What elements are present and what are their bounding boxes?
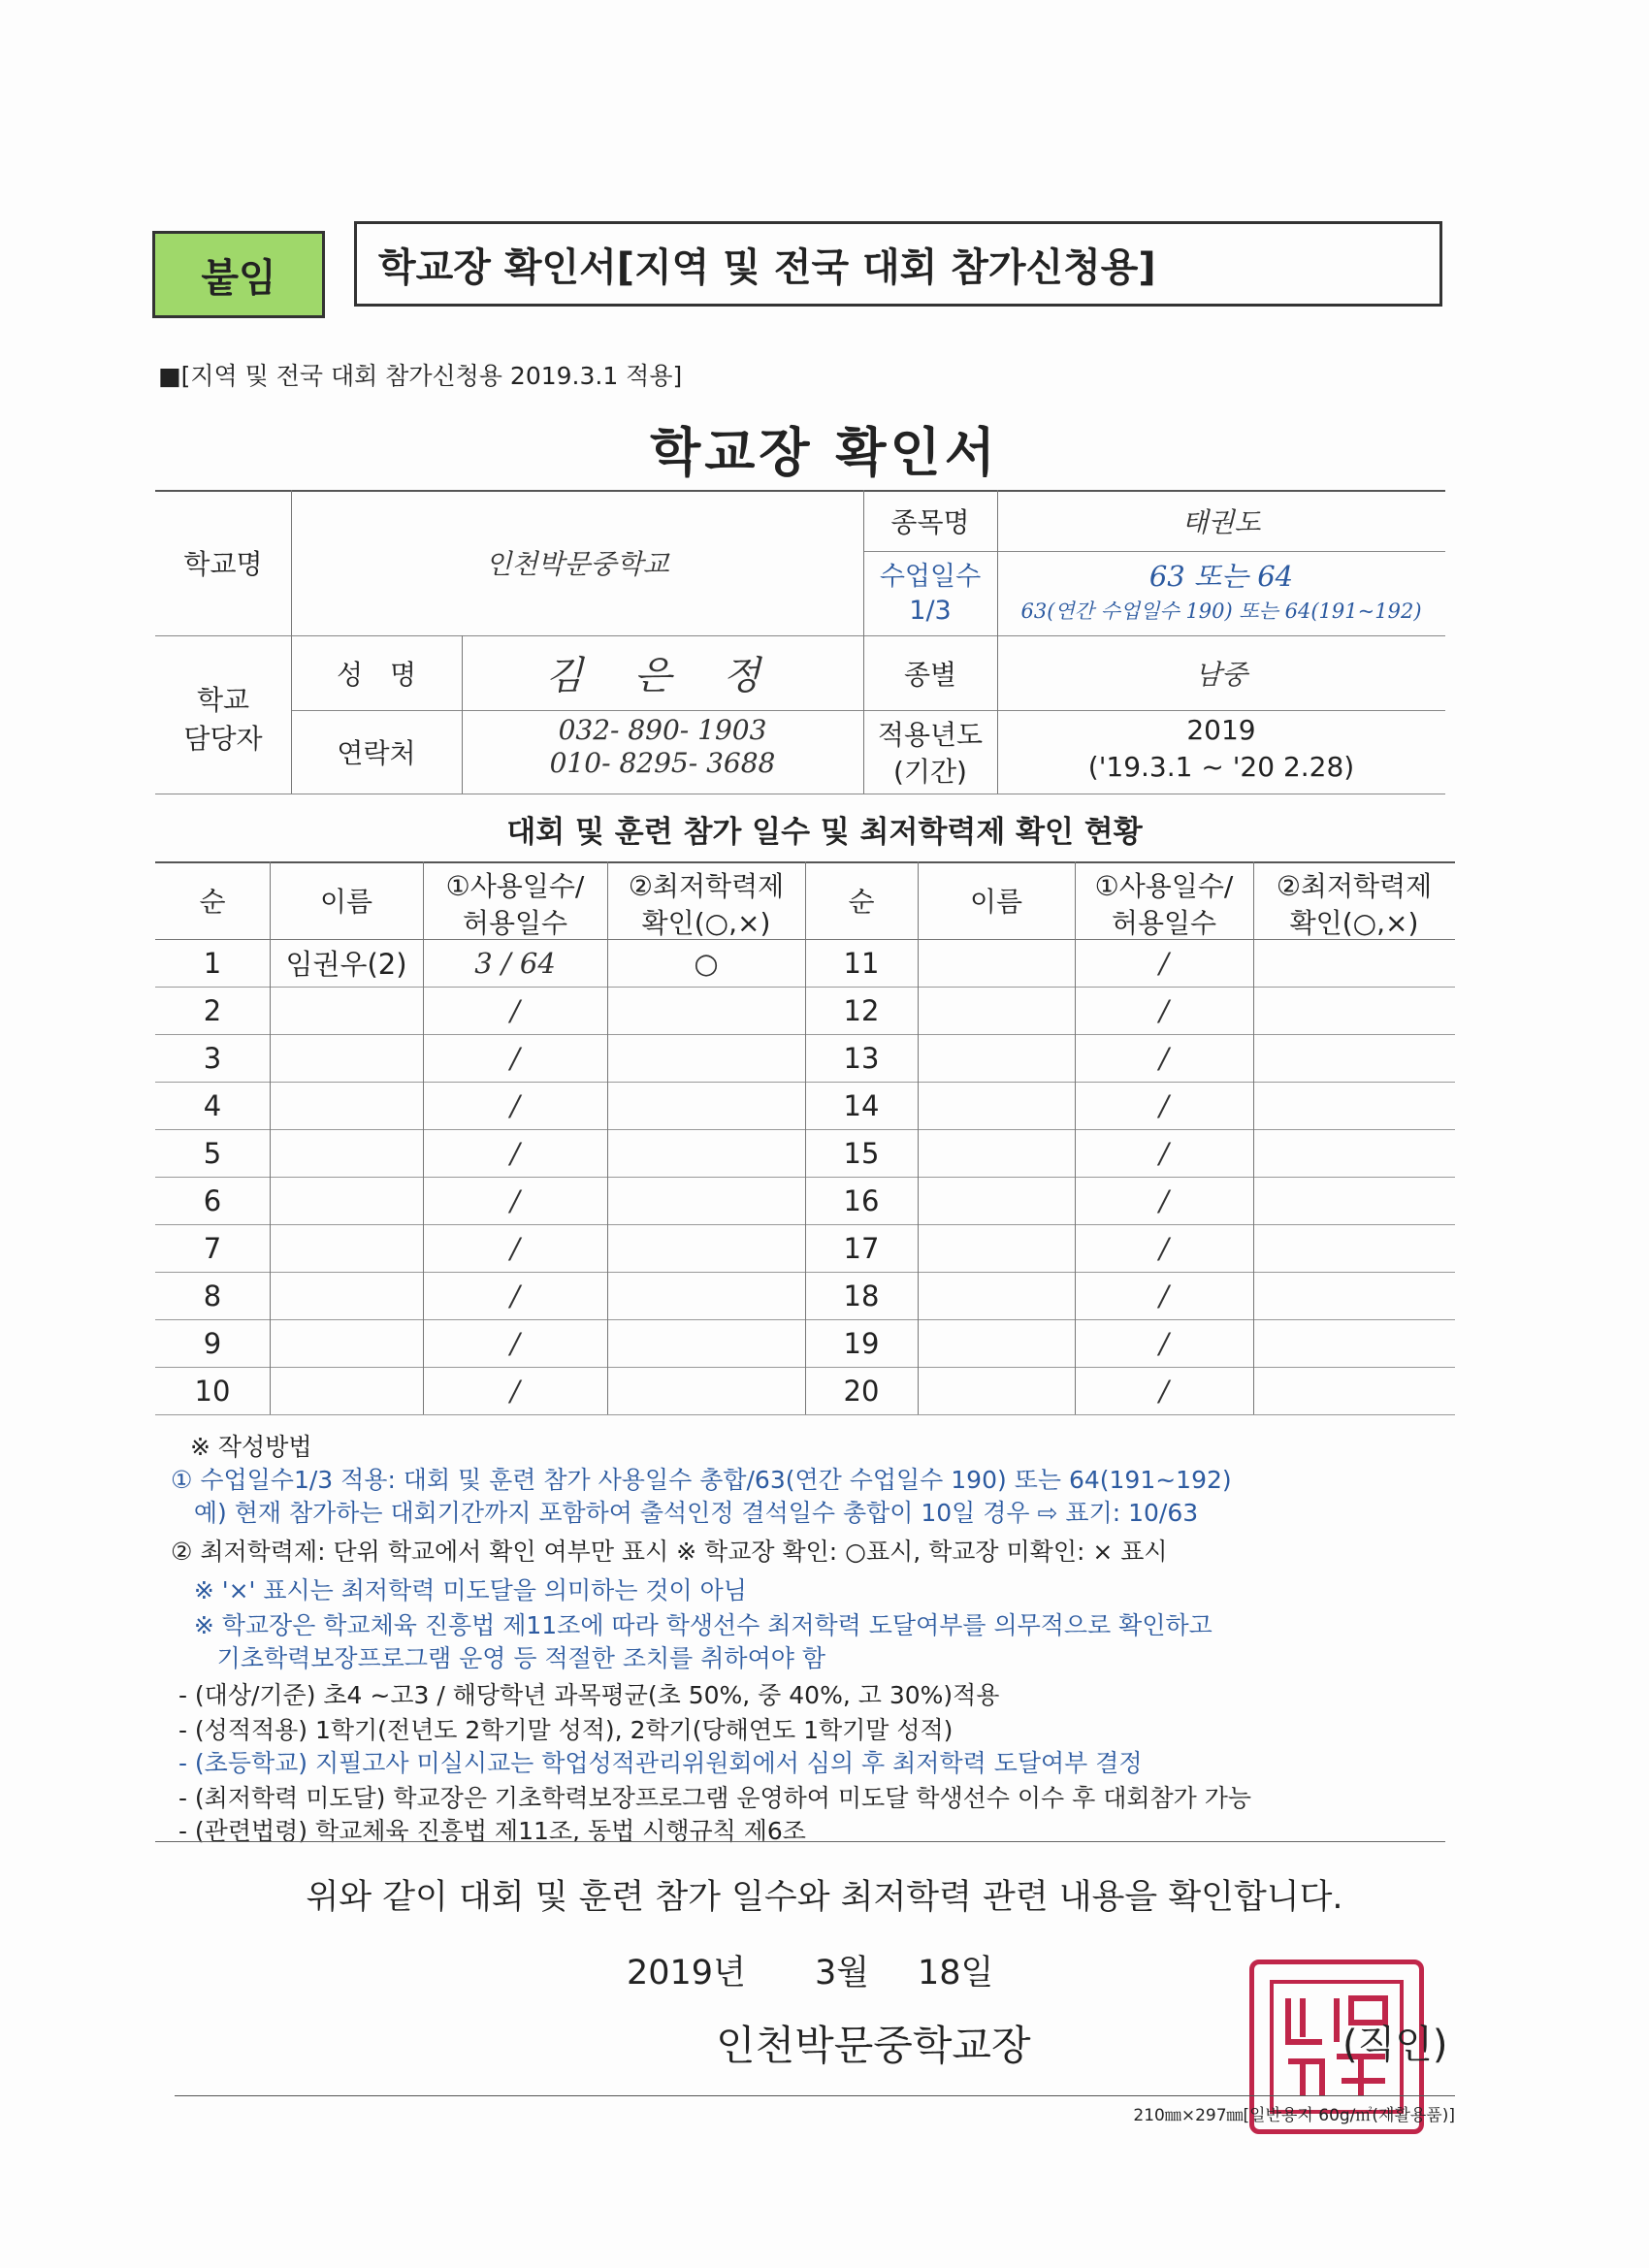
header-used_1-left: ①사용일수/	[445, 870, 585, 902]
table-cell-no: 8	[203, 1279, 222, 1312]
header-used_1-right: ①사용일수/	[1094, 870, 1234, 902]
table-cell-no: 2	[203, 993, 222, 1027]
contact-phone-1: 032- 890- 1903	[558, 714, 767, 746]
table-cell-check	[1253, 1272, 1455, 1319]
table-cell-no: 18	[843, 1279, 880, 1312]
table-cell-no: 5	[203, 1136, 222, 1170]
table-cell-check	[607, 1224, 805, 1272]
table-cell-no: 11	[843, 946, 880, 980]
table-cell-check	[1253, 1367, 1455, 1414]
table-cell-name	[270, 1272, 423, 1319]
document-title: 학교장 확인서	[650, 422, 999, 483]
application-note: ■[지역 및 전국 대회 참가신청용 2019.3.1 적용]	[158, 362, 683, 390]
year-value: 2019	[1186, 714, 1256, 746]
date-day: 18일	[918, 1954, 994, 1993]
method-line: ① 수업일수1/3 적용: 대회 및 훈련 참가 사용일수 총합/63(연간 수업일수 190) 또는 64(191~192)	[171, 1466, 1232, 1494]
method-line: - (대상/기준) 초4 ~고3 / 해당학년 과목평균(초 50%, 중 40%, 고 30%)적용	[171, 1681, 1000, 1709]
table-cell-check	[1253, 939, 1455, 987]
table-cell-name	[270, 1224, 423, 1272]
table-cell-check	[607, 1129, 805, 1177]
table-cell-no: 14	[843, 1088, 880, 1122]
table-cell-name	[270, 1129, 423, 1177]
table-cell-no: 19	[843, 1326, 880, 1360]
table-cell-check	[607, 1319, 805, 1367]
table-cell-used: /	[510, 1088, 520, 1122]
method-line: ② 최저학력제: 단위 학교에서 확인 여부만 표시 ※ 학교장 확인: ○표시, 학교장 미확인: × 표시	[171, 1538, 1168, 1566]
table-cell-name	[918, 1367, 1075, 1414]
year-period-value: ('19.3.1 ~ '20 2.28)	[1087, 751, 1355, 783]
table-cell-no: 3	[203, 1041, 222, 1075]
year-label: 적용년도	[877, 719, 984, 751]
table-cell-used: /	[510, 1279, 520, 1312]
principal-signature-line: 인천박문중학교장	[716, 2022, 1031, 2069]
table-cell-used: /	[1159, 1326, 1169, 1360]
table-cell-used: /	[510, 1231, 520, 1265]
event-label: 종목명	[890, 505, 970, 538]
footer-rule	[175, 2095, 1455, 2096]
table-cell-used: /	[1159, 1136, 1169, 1170]
school-days-label: 수업일수	[879, 562, 982, 592]
gender-value: 남중	[1194, 658, 1248, 691]
header-no-left: 순	[199, 886, 226, 918]
table-cell-name	[918, 987, 1075, 1034]
table-cell-check	[607, 1177, 805, 1224]
header-no-right: 순	[848, 886, 875, 918]
info-rule	[291, 710, 1445, 711]
method-heading: ※ 작성방법	[190, 1433, 312, 1461]
staff-label-line2: 담당자	[183, 723, 263, 755]
table-cell-used: /	[1159, 1183, 1169, 1217]
method-line: 기초학력보장프로그램 운영 등 적절한 조치를 취하여야 함	[171, 1644, 825, 1672]
table-cell-no: 12	[843, 993, 880, 1027]
table-cell-no: 4	[203, 1088, 222, 1122]
school-days-value: 63 또는 64	[1148, 560, 1294, 593]
table-cell-used: 3 / 64	[474, 946, 556, 980]
table-cell-no: 17	[843, 1231, 880, 1265]
table-cell-used: /	[510, 1374, 520, 1408]
table-cell-check	[607, 1034, 805, 1082]
paper-spec-note: 210㎜×297㎜[일반용지 60g/㎡(재활용품)]	[1133, 2106, 1455, 2125]
table-cell-used: /	[1159, 993, 1169, 1027]
table-cell-no: 13	[843, 1041, 880, 1075]
method-line: ※ 학교장은 학교체육 진흥법 제11조에 따라 학생선수 최저학력 도달여부를 의무적으로 확인하고	[171, 1611, 1212, 1639]
year-label-period: (기간)	[893, 756, 967, 788]
table-cell-name	[270, 1082, 423, 1129]
header-name-left: 이름	[319, 886, 373, 918]
school-days-ratio: 1/3	[909, 596, 952, 626]
table-cell-check	[1253, 1034, 1455, 1082]
table-cell-no: 7	[203, 1231, 222, 1265]
table-cell-no: 10	[194, 1374, 231, 1408]
header-used_2-left: 허용일수	[462, 907, 568, 939]
table-cell-used: /	[1159, 1231, 1169, 1265]
method-line: - (최저학력 미도달) 학교장은 기초학력보장프로그램 운영하여 미도달 학생선수 이수 후 대회참가 가능	[171, 1784, 1252, 1812]
header-used_2-right: 허용일수	[1111, 907, 1217, 939]
table-cell-check	[607, 1367, 805, 1414]
table-cell-name	[918, 939, 1075, 987]
table-cell-name	[270, 1177, 423, 1224]
table-cell-used: /	[1159, 1374, 1169, 1408]
seal-label: (직인)	[1342, 2023, 1448, 2067]
header-check_1-right: ②최저학력제	[1276, 870, 1433, 902]
table-cell-name	[270, 987, 423, 1034]
name-value: 김 은 정	[545, 654, 780, 698]
table-cell-used: /	[510, 1041, 520, 1075]
method-line: - (관련법령) 학교체육 진흥법 제11조, 동법 시행규칙 제6조	[171, 1817, 806, 1845]
table-cell-no: 15	[843, 1136, 880, 1170]
attachment-tag: 붙임	[152, 231, 325, 318]
table-cell-no: 16	[843, 1183, 880, 1217]
date-month: 3월	[815, 1954, 870, 1993]
table-cell-name	[918, 1272, 1075, 1319]
section-title: 대회 및 훈련 참가 일수 및 최저학력제 확인 현황	[506, 815, 1143, 850]
header-check_2-right: 확인(○,×)	[1289, 907, 1419, 939]
header-check_2-left: 확인(○,×)	[641, 907, 771, 939]
method-line: ※ '×' 표시는 최저학력 미도달을 의미하는 것이 아님	[171, 1576, 747, 1604]
header-check_1-left: ②최저학력제	[628, 870, 785, 902]
header-name-right: 이름	[969, 886, 1023, 918]
header-title: 학교장 확인서[지역 및 전국 대회 참가신청용]	[354, 221, 1442, 307]
table-cell-check: ○	[694, 946, 719, 980]
table-cell-name	[270, 1367, 423, 1414]
table-cell-used: /	[1159, 1279, 1169, 1312]
table-cell-name	[270, 1319, 423, 1367]
table-cell-name: 임권우(2)	[285, 948, 407, 981]
date-year: 2019년	[627, 1954, 746, 1993]
table-cell-name	[918, 1034, 1075, 1082]
table-cell-used: /	[1159, 1088, 1169, 1122]
table-cell-check	[1253, 1129, 1455, 1177]
table-cell-check	[1253, 1319, 1455, 1367]
table-cell-check	[1253, 987, 1455, 1034]
table-cell-used: /	[510, 1326, 520, 1360]
table-cell-used: /	[1159, 1041, 1169, 1075]
table-cell-check	[607, 1082, 805, 1129]
table-cell-no: 1	[203, 946, 222, 980]
table-cell-no: 9	[203, 1326, 222, 1360]
table-cell-used: /	[510, 1183, 520, 1217]
table-cell-used: /	[1159, 946, 1169, 980]
confirmation-text: 위와 같이 대회 및 훈련 참가 일수와 최저학력 관련 내용을 확인합니다.	[306, 1878, 1343, 1917]
table-cell-check	[1253, 1224, 1455, 1272]
method-line: - (성적적용) 1학기(전년도 2학기말 성적), 2학기(당해연도 1학기말 성적)	[171, 1716, 954, 1744]
table-cell-used: /	[510, 1136, 520, 1170]
method-line: - (초등학교) 지필고사 미실시교는 학업성적관리위원회에서 심의 후 최저학력 도달여부 결정	[171, 1749, 1143, 1777]
table-cell-check	[607, 987, 805, 1034]
event-value: 태권도	[1181, 505, 1261, 538]
name-label: 성 명	[336, 658, 417, 691]
gender-label: 종별	[903, 658, 957, 691]
school-name-label: 학교명	[183, 548, 263, 580]
table-row-rule	[155, 1414, 1455, 1415]
table-cell-name	[918, 1319, 1075, 1367]
school-days-detail: 63(연간 수업일수 190) 또는 64(191~192)	[1020, 599, 1422, 623]
table-cell-check	[1253, 1177, 1455, 1224]
table-cell-check	[1253, 1082, 1455, 1129]
table-cell-no: 20	[843, 1374, 880, 1408]
table-cell-name	[918, 1224, 1075, 1272]
method-line: 예) 현재 참가하는 대회기간까지 포함하여 출석인정 결석일수 총합이 10일 경우 ⇨ 표기: 10/63	[171, 1499, 1199, 1527]
contact-label: 연락처	[337, 737, 416, 769]
table-cell-name	[918, 1177, 1075, 1224]
staff-label-line1: 학교	[196, 684, 250, 716]
table-cell-used: /	[510, 993, 520, 1027]
table-cell-no: 6	[203, 1183, 222, 1217]
table-cell-check	[607, 1272, 805, 1319]
info-rule	[863, 551, 1445, 552]
table-cell-name	[918, 1129, 1075, 1177]
method-bottom-rule	[155, 1841, 1445, 1842]
table-cell-name	[270, 1034, 423, 1082]
table-cell-name	[918, 1082, 1075, 1129]
contact-phone-2: 010- 8295- 3688	[549, 747, 776, 779]
school-name-value: 인천박문중학교	[485, 548, 669, 580]
